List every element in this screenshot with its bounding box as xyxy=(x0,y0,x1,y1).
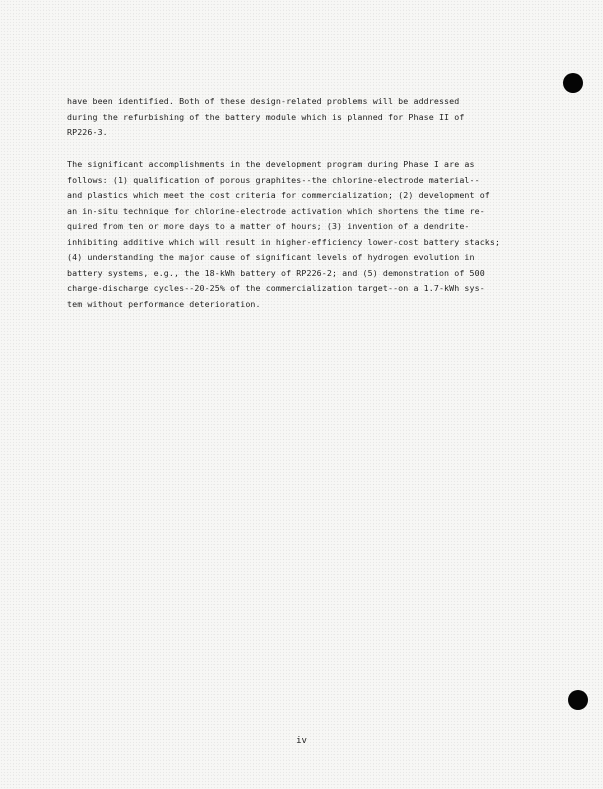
text-line: (4) understanding the major cause of significant levels of hydrogen evolution in xyxy=(67,252,475,262)
page-number: iv xyxy=(296,736,307,746)
paragraph-accomplishments xyxy=(67,157,537,312)
text-line: quired from ten or more days to a matter of hours; (3) invention of a dendrite- xyxy=(67,221,470,231)
text-line: The significant accomplishments in the development program during Phase I are as xyxy=(67,159,475,169)
text-line: follows: (1) qualification of porous graphites--the chlorine-electrode material-- xyxy=(67,174,480,185)
text-line: charge-discharge cycles--20-25% of the commercialization target--on a 1.7-kWh sys- xyxy=(67,283,485,293)
text-line: inhibiting additive which will result in higher-efficiency lower-cost battery stacks; xyxy=(67,236,501,247)
text-line: and plastics which meet the cost criteria for commercialization; (2) development of xyxy=(67,190,490,200)
text-line: an in-situ technique for chlorine-electrode activation which shortens the time re- xyxy=(67,205,485,216)
text-line: tem without performance deterioration. xyxy=(67,298,261,309)
text-line: have been identified. Both of these design-related problems will be addressed xyxy=(67,96,460,106)
paragraph-continuation xyxy=(67,94,537,141)
text-line: battery systems, e.g., the 18-kWh battery of RP226-2; and (5) demonstration of 500 xyxy=(67,267,485,278)
punch-hole-bottom xyxy=(568,690,588,710)
punch-hole-top xyxy=(563,73,583,93)
text-line: RP226-3. xyxy=(67,127,108,137)
text-line: during the refurbishing of the battery module which is planned for Phase II of xyxy=(67,111,465,122)
